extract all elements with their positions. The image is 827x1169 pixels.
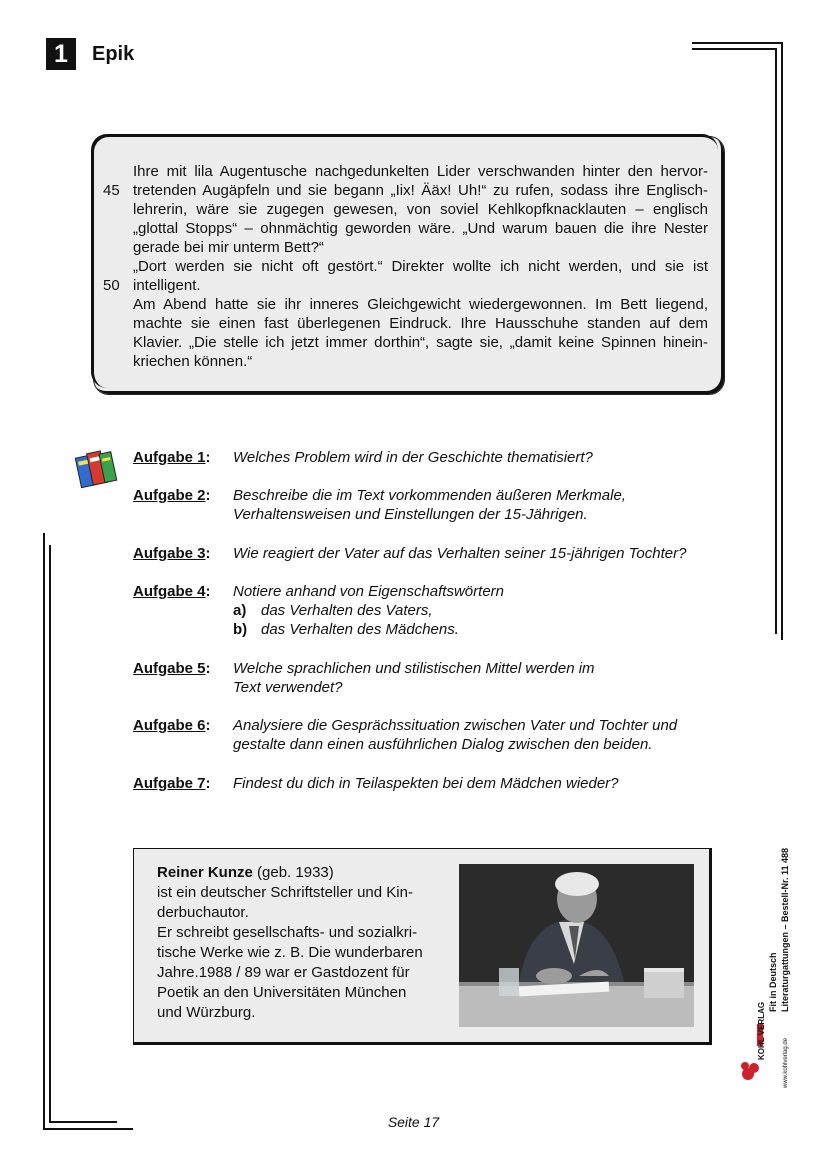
excerpt-line: lehrerin, wäre sie zugegen gewesen, von soviel Kehlkopfknacklauten – englisch	[133, 201, 708, 218]
series-title: Fit in Deutsch	[768, 952, 778, 1012]
task-text: gestalte dann einen ausführlichen Dialog zwischen den beiden.	[233, 736, 653, 753]
line-number: 50	[103, 277, 120, 294]
excerpt-line: „Dort werden sie nicht oft gestört.“ Direkter wollte ich nicht werden, und sie ist	[133, 258, 708, 275]
task-label-4: Aufgabe 4:	[133, 583, 211, 600]
publisher-name: KOHL VERLAG	[757, 1001, 766, 1060]
task-text: Welches Problem wird in der Geschichte thematisiert?	[233, 449, 593, 466]
task-text: Verhaltensweisen und Einstellungen der 15-Jährigen.	[233, 506, 588, 523]
excerpt-line: Am Abend hatte sie ihr inneres Gleichgewicht wiedergewonnen. Im Bett liegend,	[133, 296, 708, 313]
task-text: Beschreibe die im Text vorkommenden äußeren Merkmale,	[233, 487, 626, 504]
author-heading	[157, 863, 334, 883]
bio-line: tische Werke wie z. B. Die wunderbaren	[157, 944, 423, 961]
excerpt-line: tretenden Augäpfeln und sie begann „Iix! Ääx! Uh!“ zu rufen, sodass ihre Englisch-	[133, 182, 708, 199]
task-label-5: Aufgabe 5:	[133, 660, 211, 677]
frame-line	[692, 42, 783, 44]
bio-line: Poetik an den Universitäten München	[157, 984, 407, 1001]
line-number: 45	[103, 182, 120, 199]
subitem-label: a)	[233, 602, 247, 619]
task-text: Analysiere die Gesprächssituation zwischen Vater und Tochter und	[233, 717, 678, 734]
chapter-number-badge: 1	[46, 38, 76, 70]
task-label-2: Aufgabe 2:	[133, 487, 211, 504]
task-label-7: Aufgabe 7:	[133, 775, 211, 792]
frame-line	[781, 42, 783, 640]
excerpt-line: „glottal Stopps“ – ohnmächtig geworden wäre. „Und warum bauen die ihre Nester	[133, 220, 708, 237]
bio-line: derbuchautor.	[157, 904, 249, 921]
books-icon	[74, 448, 120, 490]
task-text: Text verwendet?	[233, 679, 343, 696]
page-number: Seite 17	[387, 1114, 440, 1130]
bio-line: ist ein deutscher Schriftsteller und Kin-	[157, 884, 413, 901]
excerpt-line: gerade bei mir unterm Bett?“	[133, 239, 324, 256]
excerpt-line: intelligent.	[133, 277, 201, 294]
frame-line	[49, 545, 51, 1123]
subitem-text: das Verhalten des Mädchens.	[261, 621, 459, 638]
frame-line	[775, 48, 777, 634]
task-text: Notiere anhand von Eigenschaftswörtern	[233, 583, 504, 600]
author-name: Reiner Kunze	[157, 864, 253, 881]
frame-line	[692, 48, 775, 50]
chapter-title: Epik	[92, 43, 135, 65]
publisher-website: www.kohlverlag.de	[783, 1037, 789, 1088]
excerpt-line: kriechen können.“	[133, 353, 253, 370]
order-info: Literaturgattungen – Bestell-Nr. 11 488	[780, 847, 790, 1012]
task-text: Wie reagiert der Vater auf das Verhalten seiner 15-jährigen Tochter?	[233, 545, 687, 562]
excerpt-line: machte sie einen fast überlegenen Eindruck. Ihre Hausschuhe standen auf dem	[133, 315, 708, 332]
author-photo	[459, 864, 694, 1027]
excerpt-line: Ihre mit lila Augentusche nachgedunkelten Lider verschwanden hinter den hervor-	[133, 163, 708, 180]
bio-line: Er schreibt gesellschafts- und sozialkri-	[157, 924, 418, 941]
bio-line: und Würzburg.	[157, 1004, 256, 1021]
subitem-text: das Verhalten des Vaters,	[261, 602, 433, 619]
task-label-1: Aufgabe 1:	[133, 449, 211, 466]
excerpt-line: Klavier. „Die stelle ich jetzt immer dorthin“, sagte sie, „damit keine Spinnen hinein-	[133, 334, 708, 351]
task-label-3: Aufgabe 3:	[133, 545, 211, 562]
task-label-6: Aufgabe 6:	[133, 717, 211, 734]
task-text: Findest du dich in Teilaspekten bei dem Mädchen wieder?	[233, 775, 619, 792]
task-text: Welche sprachlichen und stilistischen Mittel werden im	[233, 660, 595, 677]
subitem-label: b)	[233, 621, 248, 638]
frame-line	[43, 533, 45, 1130]
author-birth: (geb. 1933)	[252, 864, 334, 881]
bio-line: Jahre.1988 / 89 war er Gastdozent für	[157, 964, 410, 981]
